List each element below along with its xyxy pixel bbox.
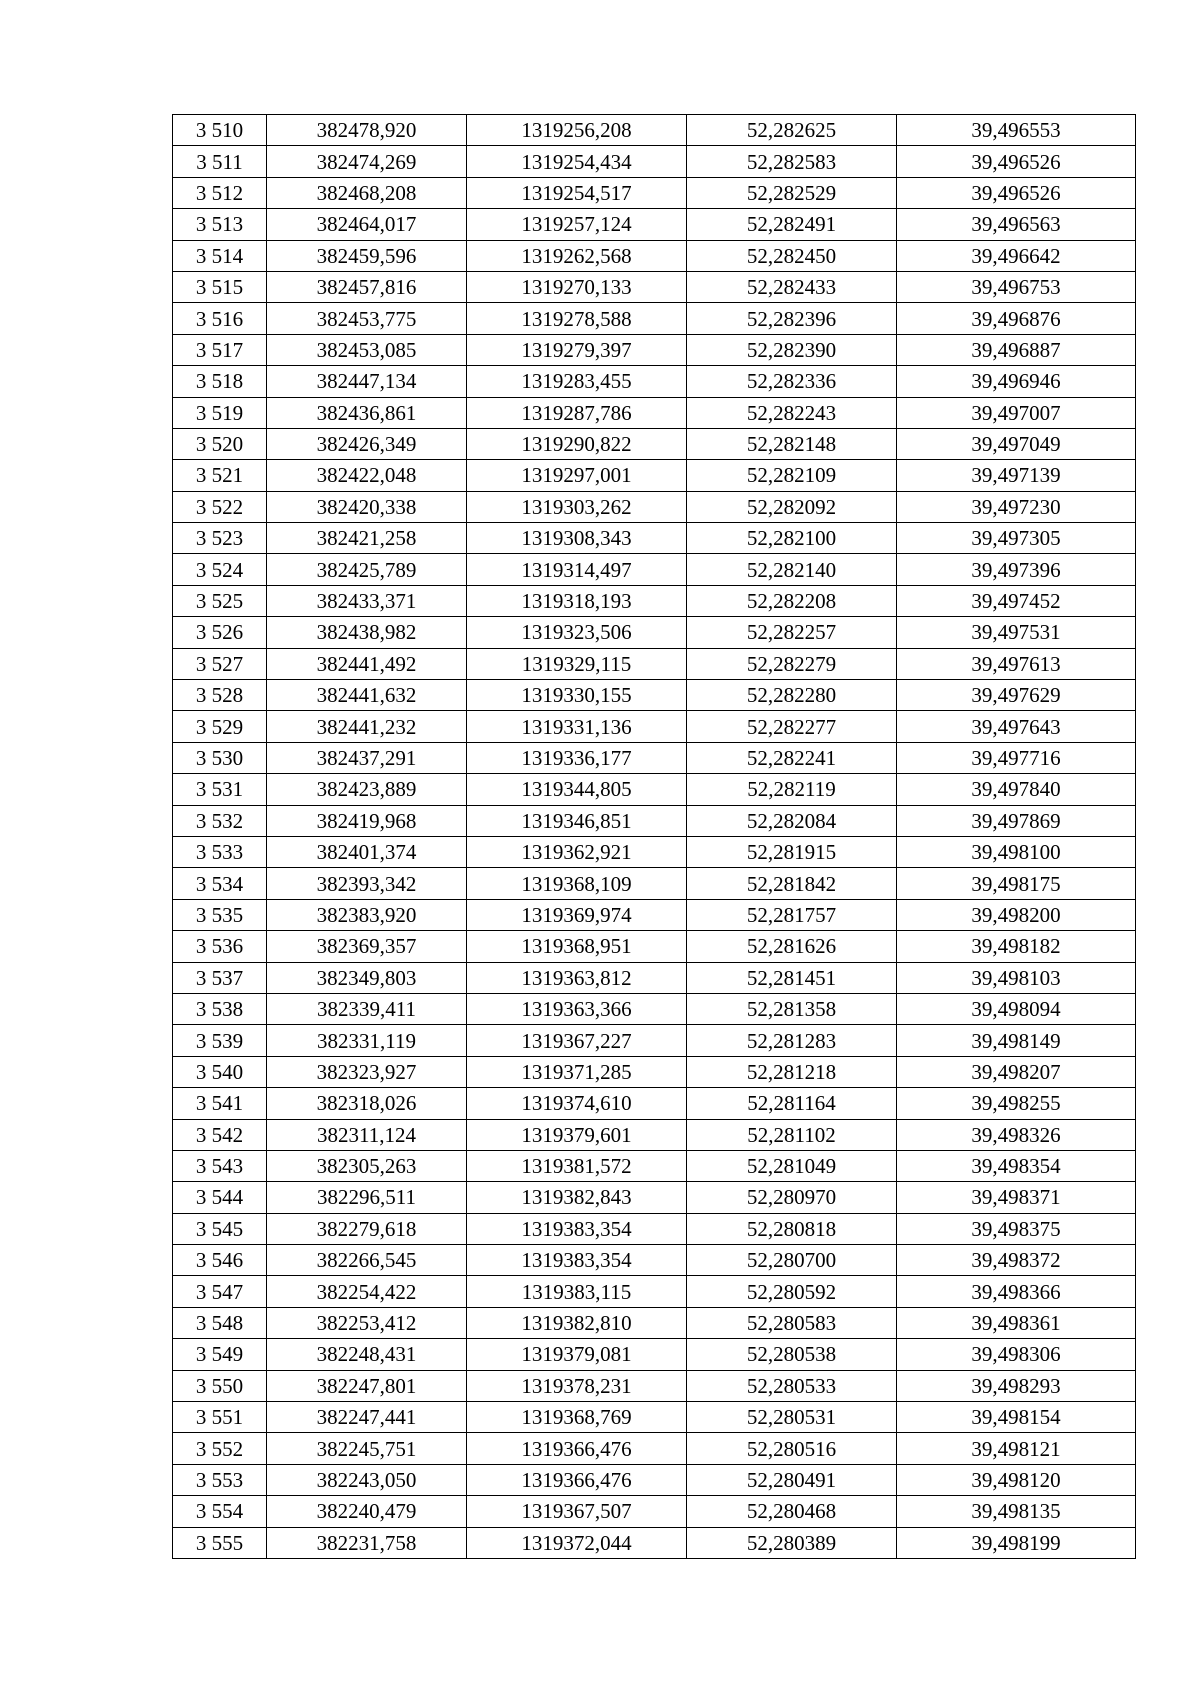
x-coordinate-cell: 382438,982 [267,617,467,648]
coordinates-table [172,114,1136,1559]
latitude-cell: 52,282100 [687,523,897,554]
x-coordinate-cell: 382478,920 [267,115,467,146]
point-number-cell: 3 521 [173,460,267,491]
x-coordinate-cell: 382420,338 [267,491,467,522]
longitude-cell: 39,497396 [897,554,1136,585]
x-coordinate-cell: 382419,968 [267,805,467,836]
x-coordinate-cell: 382248,431 [267,1339,467,1370]
x-coordinate-cell: 382468,208 [267,177,467,208]
y-coordinate-cell: 1319371,285 [467,1056,687,1087]
table-row [173,303,1136,334]
latitude-cell: 52,280491 [687,1464,897,1495]
x-coordinate-cell: 382266,545 [267,1245,467,1276]
latitude-cell: 52,282390 [687,334,897,365]
x-coordinate-cell: 382296,511 [267,1182,467,1213]
point-number-cell: 3 543 [173,1150,267,1181]
point-number-cell: 3 525 [173,585,267,616]
point-number-cell: 3 524 [173,554,267,585]
y-coordinate-cell: 1319314,497 [467,554,687,585]
longitude-cell: 39,497139 [897,460,1136,491]
longitude-cell: 39,498149 [897,1025,1136,1056]
point-number-cell: 3 535 [173,899,267,930]
x-coordinate-cell: 382253,412 [267,1307,467,1338]
x-coordinate-cell: 382349,803 [267,962,467,993]
latitude-cell: 52,282092 [687,491,897,522]
point-number-cell: 3 538 [173,993,267,1024]
longitude-cell: 39,498121 [897,1433,1136,1464]
x-coordinate-cell: 382459,596 [267,240,467,271]
longitude-cell: 39,497452 [897,585,1136,616]
y-coordinate-cell: 1319287,786 [467,397,687,428]
table-row [173,1088,1136,1119]
longitude-cell: 39,498293 [897,1370,1136,1401]
x-coordinate-cell: 382464,017 [267,209,467,240]
table-row [173,1527,1136,1558]
point-number-cell: 3 511 [173,146,267,177]
x-coordinate-cell: 382401,374 [267,836,467,867]
point-number-cell: 3 540 [173,1056,267,1087]
longitude-cell: 39,497230 [897,491,1136,522]
latitude-cell: 52,281915 [687,836,897,867]
x-coordinate-cell: 382423,889 [267,774,467,805]
longitude-cell: 39,498200 [897,899,1136,930]
y-coordinate-cell: 1319303,262 [467,491,687,522]
table-row [173,962,1136,993]
y-coordinate-cell: 1319256,208 [467,115,687,146]
longitude-cell: 39,497049 [897,428,1136,459]
point-number-cell: 3 555 [173,1527,267,1558]
latitude-cell: 52,282277 [687,711,897,742]
longitude-cell: 39,496753 [897,271,1136,302]
longitude-cell: 39,496563 [897,209,1136,240]
longitude-cell: 39,497305 [897,523,1136,554]
y-coordinate-cell: 1319344,805 [467,774,687,805]
table-row [173,115,1136,146]
x-coordinate-cell: 382457,816 [267,271,467,302]
point-number-cell: 3 554 [173,1496,267,1527]
point-number-cell: 3 510 [173,115,267,146]
latitude-cell: 52,282241 [687,742,897,773]
longitude-cell: 39,498255 [897,1088,1136,1119]
x-coordinate-cell: 382240,479 [267,1496,467,1527]
y-coordinate-cell: 1319363,812 [467,962,687,993]
x-coordinate-cell: 382433,371 [267,585,467,616]
latitude-cell: 52,281102 [687,1119,897,1150]
x-coordinate-cell: 382254,422 [267,1276,467,1307]
coordinates-table-body [173,115,1136,1559]
y-coordinate-cell: 1319368,109 [467,868,687,899]
table-row [173,1307,1136,1338]
table-row [173,931,1136,962]
point-number-cell: 3 553 [173,1464,267,1495]
latitude-cell: 52,282336 [687,366,897,397]
latitude-cell: 52,280389 [687,1527,897,1558]
longitude-cell: 39,498094 [897,993,1136,1024]
longitude-cell: 39,496876 [897,303,1136,334]
latitude-cell: 52,282208 [687,585,897,616]
latitude-cell: 52,282491 [687,209,897,240]
point-number-cell: 3 518 [173,366,267,397]
y-coordinate-cell: 1319283,455 [467,366,687,397]
y-coordinate-cell: 1319374,610 [467,1088,687,1119]
y-coordinate-cell: 1319366,476 [467,1464,687,1495]
table-row [173,146,1136,177]
table-row [173,240,1136,271]
latitude-cell: 52,281626 [687,931,897,962]
table-row [173,334,1136,365]
table-row [173,1245,1136,1276]
longitude-cell: 39,498354 [897,1150,1136,1181]
y-coordinate-cell: 1319329,115 [467,648,687,679]
latitude-cell: 52,280592 [687,1276,897,1307]
longitude-cell: 39,497007 [897,397,1136,428]
longitude-cell: 39,498361 [897,1307,1136,1338]
table-row [173,1276,1136,1307]
x-coordinate-cell: 382331,119 [267,1025,467,1056]
table-row [173,491,1136,522]
table-row [173,648,1136,679]
y-coordinate-cell: 1319363,366 [467,993,687,1024]
point-number-cell: 3 534 [173,868,267,899]
table-row [173,774,1136,805]
point-number-cell: 3 551 [173,1402,267,1433]
latitude-cell: 52,281358 [687,993,897,1024]
point-number-cell: 3 522 [173,491,267,522]
y-coordinate-cell: 1319346,851 [467,805,687,836]
latitude-cell: 52,280700 [687,1245,897,1276]
point-number-cell: 3 533 [173,836,267,867]
point-number-cell: 3 548 [173,1307,267,1338]
latitude-cell: 52,282583 [687,146,897,177]
y-coordinate-cell: 1319323,506 [467,617,687,648]
point-number-cell: 3 515 [173,271,267,302]
point-number-cell: 3 520 [173,428,267,459]
table-row [173,585,1136,616]
y-coordinate-cell: 1319372,044 [467,1527,687,1558]
longitude-cell: 39,496887 [897,334,1136,365]
table-row [173,899,1136,930]
y-coordinate-cell: 1319368,951 [467,931,687,962]
table-row [173,1433,1136,1464]
y-coordinate-cell: 1319270,133 [467,271,687,302]
x-coordinate-cell: 382339,411 [267,993,467,1024]
longitude-cell: 39,497716 [897,742,1136,773]
table-row [173,397,1136,428]
x-coordinate-cell: 382311,124 [267,1119,467,1150]
table-row [173,1025,1136,1056]
x-coordinate-cell: 382441,232 [267,711,467,742]
point-number-cell: 3 514 [173,240,267,271]
point-number-cell: 3 516 [173,303,267,334]
longitude-cell: 39,497629 [897,680,1136,711]
point-number-cell: 3 528 [173,680,267,711]
point-number-cell: 3 536 [173,931,267,962]
latitude-cell: 52,282084 [687,805,897,836]
x-coordinate-cell: 382426,349 [267,428,467,459]
y-coordinate-cell: 1319257,124 [467,209,687,240]
y-coordinate-cell: 1319254,434 [467,146,687,177]
y-coordinate-cell: 1319382,843 [467,1182,687,1213]
latitude-cell: 52,282148 [687,428,897,459]
x-coordinate-cell: 382279,618 [267,1213,467,1244]
point-number-cell: 3 512 [173,177,267,208]
y-coordinate-cell: 1319308,343 [467,523,687,554]
point-number-cell: 3 552 [173,1433,267,1464]
table-row [173,617,1136,648]
y-coordinate-cell: 1319367,507 [467,1496,687,1527]
longitude-cell: 39,497869 [897,805,1136,836]
latitude-cell: 52,280533 [687,1370,897,1401]
table-row [173,711,1136,742]
latitude-cell: 52,282119 [687,774,897,805]
table-row [173,836,1136,867]
y-coordinate-cell: 1319369,974 [467,899,687,930]
table-row [173,1496,1136,1527]
x-coordinate-cell: 382243,050 [267,1464,467,1495]
longitude-cell: 39,496946 [897,366,1136,397]
longitude-cell: 39,496526 [897,146,1136,177]
table-row [173,1402,1136,1433]
longitude-cell: 39,498100 [897,836,1136,867]
longitude-cell: 39,497643 [897,711,1136,742]
table-row [173,366,1136,397]
point-number-cell: 3 527 [173,648,267,679]
table-row [173,868,1136,899]
longitude-cell: 39,498135 [897,1496,1136,1527]
point-number-cell: 3 547 [173,1276,267,1307]
x-coordinate-cell: 382231,758 [267,1527,467,1558]
point-number-cell: 3 542 [173,1119,267,1150]
x-coordinate-cell: 382247,441 [267,1402,467,1433]
y-coordinate-cell: 1319262,568 [467,240,687,271]
table-row [173,1056,1136,1087]
y-coordinate-cell: 1319382,810 [467,1307,687,1338]
point-number-cell: 3 529 [173,711,267,742]
x-coordinate-cell: 382436,861 [267,397,467,428]
point-number-cell: 3 537 [173,962,267,993]
y-coordinate-cell: 1319366,476 [467,1433,687,1464]
point-number-cell: 3 539 [173,1025,267,1056]
latitude-cell: 52,280516 [687,1433,897,1464]
point-number-cell: 3 531 [173,774,267,805]
y-coordinate-cell: 1319383,354 [467,1213,687,1244]
latitude-cell: 52,282625 [687,115,897,146]
point-number-cell: 3 530 [173,742,267,773]
y-coordinate-cell: 1319331,136 [467,711,687,742]
y-coordinate-cell: 1319318,193 [467,585,687,616]
longitude-cell: 39,498371 [897,1182,1136,1213]
table-row [173,1150,1136,1181]
table-row [173,742,1136,773]
point-number-cell: 3 546 [173,1245,267,1276]
x-coordinate-cell: 382453,775 [267,303,467,334]
y-coordinate-cell: 1319278,588 [467,303,687,334]
latitude-cell: 52,280538 [687,1339,897,1370]
longitude-cell: 39,498207 [897,1056,1136,1087]
table-row [173,805,1136,836]
latitude-cell: 52,280531 [687,1402,897,1433]
latitude-cell: 52,280468 [687,1496,897,1527]
table-row [173,680,1136,711]
point-number-cell: 3 526 [173,617,267,648]
longitude-cell: 39,498326 [897,1119,1136,1150]
y-coordinate-cell: 1319367,227 [467,1025,687,1056]
table-row [173,271,1136,302]
x-coordinate-cell: 382421,258 [267,523,467,554]
longitude-cell: 39,498103 [897,962,1136,993]
longitude-cell: 39,497840 [897,774,1136,805]
y-coordinate-cell: 1319379,601 [467,1119,687,1150]
x-coordinate-cell: 382437,291 [267,742,467,773]
y-coordinate-cell: 1319381,572 [467,1150,687,1181]
latitude-cell: 52,280583 [687,1307,897,1338]
x-coordinate-cell: 382453,085 [267,334,467,365]
table-row [173,1119,1136,1150]
y-coordinate-cell: 1319330,155 [467,680,687,711]
latitude-cell: 52,282140 [687,554,897,585]
longitude-cell: 39,498182 [897,931,1136,962]
latitude-cell: 52,282243 [687,397,897,428]
table-row [173,1182,1136,1213]
point-number-cell: 3 549 [173,1339,267,1370]
x-coordinate-cell: 382247,801 [267,1370,467,1401]
x-coordinate-cell: 382323,927 [267,1056,467,1087]
y-coordinate-cell: 1319383,354 [467,1245,687,1276]
x-coordinate-cell: 382393,342 [267,868,467,899]
point-number-cell: 3 519 [173,397,267,428]
table-row [173,1370,1136,1401]
table-row [173,460,1136,491]
longitude-cell: 39,497613 [897,648,1136,679]
table-row [173,1213,1136,1244]
y-coordinate-cell: 1319379,081 [467,1339,687,1370]
y-coordinate-cell: 1319362,921 [467,836,687,867]
table-row [173,993,1136,1024]
table-row [173,209,1136,240]
latitude-cell: 52,281451 [687,962,897,993]
x-coordinate-cell: 382318,026 [267,1088,467,1119]
latitude-cell: 52,282257 [687,617,897,648]
y-coordinate-cell: 1319383,115 [467,1276,687,1307]
table-row [173,1339,1136,1370]
latitude-cell: 52,282109 [687,460,897,491]
x-coordinate-cell: 382441,492 [267,648,467,679]
point-number-cell: 3 544 [173,1182,267,1213]
x-coordinate-cell: 382474,269 [267,146,467,177]
y-coordinate-cell: 1319279,397 [467,334,687,365]
latitude-cell: 52,282450 [687,240,897,271]
y-coordinate-cell: 1319297,001 [467,460,687,491]
y-coordinate-cell: 1319368,769 [467,1402,687,1433]
y-coordinate-cell: 1319378,231 [467,1370,687,1401]
point-number-cell: 3 517 [173,334,267,365]
latitude-cell: 52,281842 [687,868,897,899]
x-coordinate-cell: 382369,357 [267,931,467,962]
latitude-cell: 52,282433 [687,271,897,302]
latitude-cell: 52,281218 [687,1056,897,1087]
latitude-cell: 52,280818 [687,1213,897,1244]
latitude-cell: 52,280970 [687,1182,897,1213]
longitude-cell: 39,498306 [897,1339,1136,1370]
table-row [173,428,1136,459]
table-row [173,1464,1136,1495]
longitude-cell: 39,498375 [897,1213,1136,1244]
longitude-cell: 39,498175 [897,868,1136,899]
point-number-cell: 3 541 [173,1088,267,1119]
x-coordinate-cell: 382422,048 [267,460,467,491]
point-number-cell: 3 532 [173,805,267,836]
latitude-cell: 52,281164 [687,1088,897,1119]
longitude-cell: 39,496526 [897,177,1136,208]
latitude-cell: 52,282396 [687,303,897,334]
table-row [173,177,1136,208]
longitude-cell: 39,498366 [897,1276,1136,1307]
x-coordinate-cell: 382305,263 [267,1150,467,1181]
table-row [173,523,1136,554]
point-number-cell: 3 513 [173,209,267,240]
point-number-cell: 3 550 [173,1370,267,1401]
longitude-cell: 39,496553 [897,115,1136,146]
latitude-cell: 52,281049 [687,1150,897,1181]
x-coordinate-cell: 382383,920 [267,899,467,930]
latitude-cell: 52,282280 [687,680,897,711]
point-number-cell: 3 523 [173,523,267,554]
longitude-cell: 39,498199 [897,1527,1136,1558]
x-coordinate-cell: 382425,789 [267,554,467,585]
latitude-cell: 52,281283 [687,1025,897,1056]
table-row [173,554,1136,585]
longitude-cell: 39,498372 [897,1245,1136,1276]
longitude-cell: 39,496642 [897,240,1136,271]
x-coordinate-cell: 382441,632 [267,680,467,711]
longitude-cell: 39,498120 [897,1464,1136,1495]
y-coordinate-cell: 1319290,822 [467,428,687,459]
y-coordinate-cell: 1319254,517 [467,177,687,208]
latitude-cell: 52,282529 [687,177,897,208]
latitude-cell: 52,282279 [687,648,897,679]
latitude-cell: 52,281757 [687,899,897,930]
x-coordinate-cell: 382245,751 [267,1433,467,1464]
longitude-cell: 39,497531 [897,617,1136,648]
point-number-cell: 3 545 [173,1213,267,1244]
y-coordinate-cell: 1319336,177 [467,742,687,773]
longitude-cell: 39,498154 [897,1402,1136,1433]
x-coordinate-cell: 382447,134 [267,366,467,397]
